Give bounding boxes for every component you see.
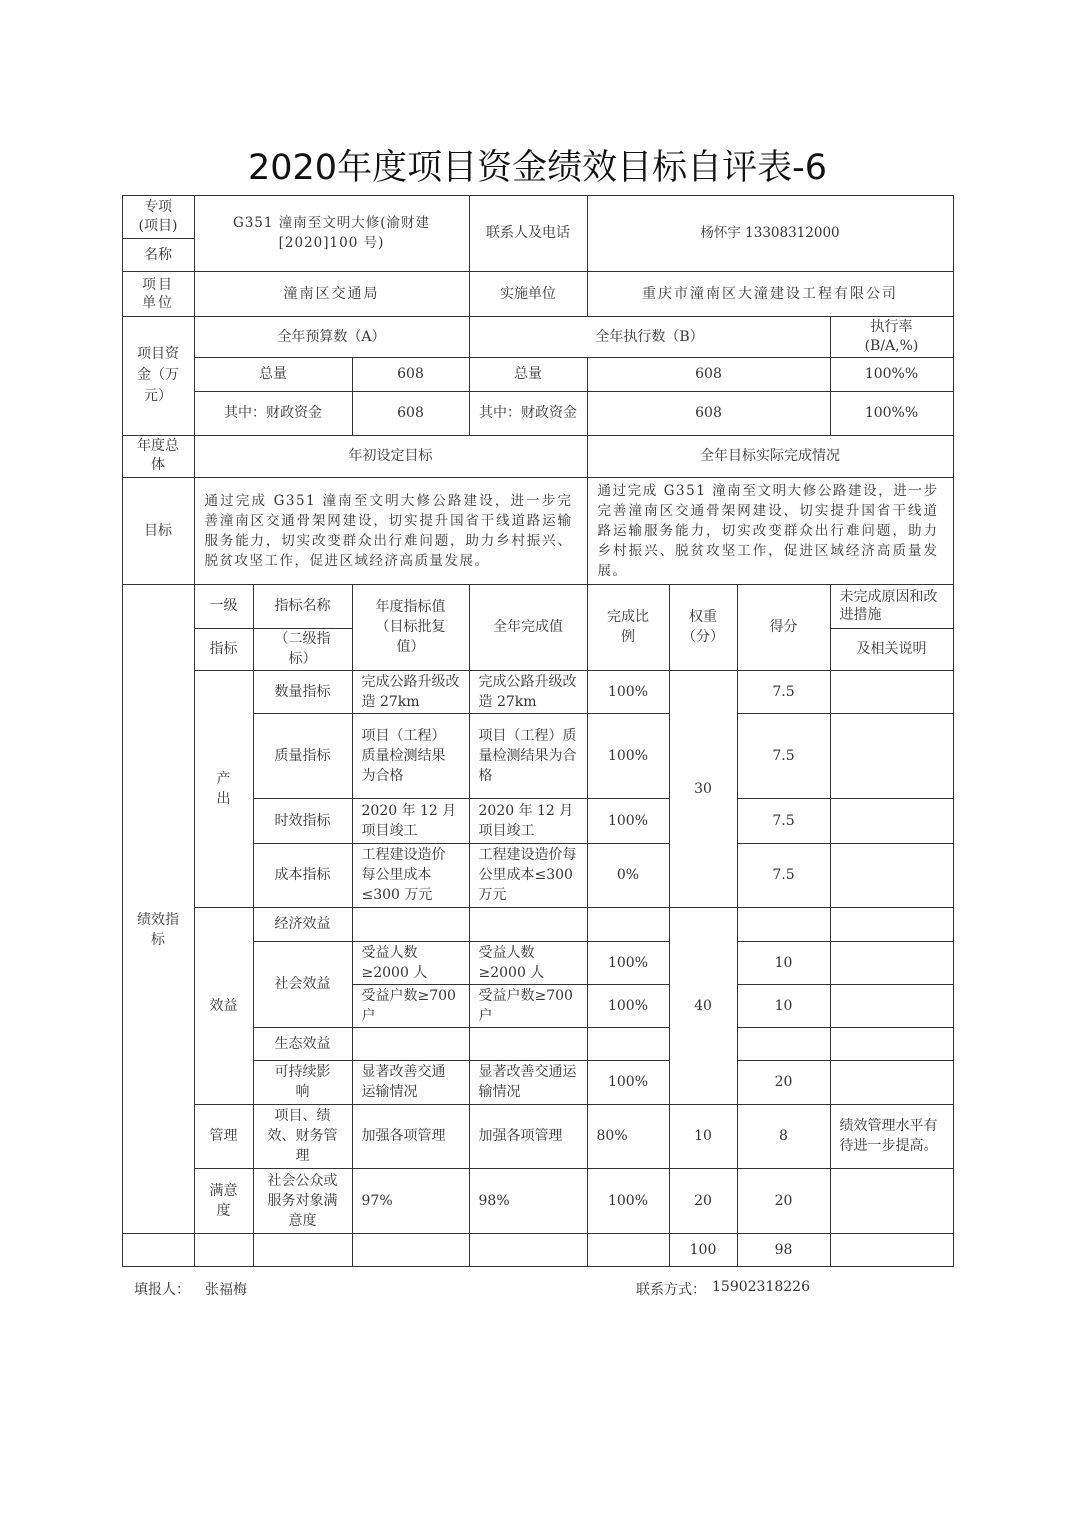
indicators-section-label: 绩效指标 (122, 584, 195, 1267)
project-name-value: G351 潼南至文明大修(渝财建[2020]100 号) (194, 195, 470, 272)
indicator-reason (830, 907, 954, 942)
indicator-done: 受益人数≥2000 人 (469, 941, 588, 985)
indicator-score: 7.5 (737, 843, 831, 908)
header-annual-target: 年度指标值（目标批复值） (352, 584, 470, 671)
header-annual-done: 全年完成值 (469, 584, 588, 671)
funds-total-rate: 100%% (830, 357, 954, 392)
indicator-reason (830, 798, 954, 844)
indicator-score: 20 (737, 1168, 831, 1234)
indicator-target: 项目（工程）质量检测结果为合格 (352, 713, 470, 799)
indicator-done: 加强各项管理 (469, 1104, 588, 1169)
indicator-score (737, 1027, 831, 1061)
footer-contact-value: 15902318226 (712, 1279, 810, 1295)
indicator-name: 时效指标 (253, 798, 353, 844)
header-level1-bottom: 指标 (194, 628, 254, 671)
indicator-ratio: 100% (587, 713, 670, 799)
indicator-target: 显著改善交通运输情况 (352, 1060, 470, 1105)
total-empty-3 (253, 1233, 353, 1267)
indicator-target: 2020 年 12 月项目竣工 (352, 798, 470, 844)
project-unit-value: 潼南区交通局 (194, 271, 470, 317)
indicator-done: 项目（工程）质量检测结果为合格 (469, 713, 588, 799)
indicator-name: 数量指标 (253, 670, 353, 714)
indicator-ratio: 100% (587, 1060, 670, 1105)
filler-label: 填报人： (134, 1282, 190, 1298)
indicator-target: 完成公路升级改造 27km (352, 670, 470, 714)
indicator-score: 20 (737, 1060, 831, 1105)
indicator-name: 社会效益 (253, 941, 353, 1028)
indicator-name: 项目、绩效、财务管理 (253, 1104, 353, 1169)
project-name-label-top: 专项 (项目) (122, 195, 195, 239)
indicator-target (352, 907, 470, 942)
indicator-done: 受益户数≥700 户 (469, 984, 588, 1028)
rate-header: 执行率(B/A,%) (830, 316, 954, 358)
funds-fiscal-rate: 100%% (830, 391, 954, 436)
indicator-ratio (587, 1027, 670, 1061)
indicator-reason: 绩效管理水平有待进一步提高。 (830, 1104, 954, 1169)
total-empty-7 (830, 1233, 954, 1267)
filler-name: 张福梅 (205, 1282, 247, 1298)
indicator-reason (830, 843, 954, 908)
indicator-name: 生态效益 (253, 1027, 353, 1061)
indicator-name: 成本指标 (253, 843, 353, 908)
exec-header: 全年执行数（B） (469, 316, 831, 358)
header-reason-top: 未完成原因和改进措施 (830, 584, 954, 629)
goals-label: 目标 (122, 477, 195, 585)
indicator-reason (830, 984, 954, 1028)
actual-goal-text: 通过完成 G351 潼南至文明大修公路建设，进一步完善潼南区交通骨架网建设，切实提升国省干线道路运输服务能力，切实改变群众出行难问题，助力乡村振兴、脱贫攻坚工作，促进区域经济高质量发展。 (587, 477, 954, 585)
indicator-reason (830, 1060, 954, 1105)
indicator-done (469, 907, 588, 942)
indicator-score: 8 (737, 1104, 831, 1169)
header-ratio: 完成比例 (587, 584, 670, 671)
indicator-done (469, 1027, 588, 1061)
total-empty-1 (122, 1233, 195, 1267)
budget-header: 全年预算数（A） (194, 316, 470, 358)
contact-value: 杨怀宇 13308312000 (587, 195, 954, 272)
indicator-done: 2020 年 12 月项目竣工 (469, 798, 588, 844)
indicator-done: 工程建设造价每公里成本≤300 万元 (469, 843, 588, 908)
initial-goal-header: 年初设定目标 (194, 435, 588, 478)
total-empty-6 (587, 1233, 670, 1267)
indicator-done: 显著改善交通运输情况 (469, 1060, 588, 1105)
indicator-target: 受益户数≥700 户 (352, 984, 470, 1028)
header-score: 得分 (737, 584, 831, 671)
funds-label: 项目资金（万元） (122, 316, 195, 436)
group-benefit-weight: 40 (669, 907, 738, 1105)
total-empty-2 (194, 1233, 254, 1267)
funds-fiscal-label-b: 其中：财政资金 (469, 391, 588, 436)
indicator-reason (830, 941, 954, 985)
indicator-score: 7.5 (737, 713, 831, 799)
group-output-weight: 30 (669, 670, 738, 908)
funds-fiscal-label-a: 其中：财政资金 (194, 391, 353, 436)
actual-goal-header: 全年目标实际完成情况 (587, 435, 954, 478)
indicator-score: 7.5 (737, 798, 831, 844)
group-benefit-label: 效益 (194, 907, 254, 1105)
funds-total-value-b: 608 (587, 357, 831, 392)
group-management-weight: 10 (669, 1104, 738, 1169)
funds-total-value-a: 608 (352, 357, 470, 392)
contact-label: 联系人及电话 (469, 195, 588, 272)
footer-contact-label: 联系方式： (636, 1282, 706, 1298)
header-reason-bottom: 及相关说明 (830, 628, 954, 671)
indicator-name: 质量指标 (253, 713, 353, 799)
total-empty-5 (469, 1233, 588, 1267)
initial-goal-text: 通过完成 G351 潼南至文明大修公路建设，进一步完善潼南区交通骨架网建设，切实提升国省干线道路运输服务能力，切实改变群众出行难问题，助力乡村振兴、脱贫攻坚工作，促进区域经济高质量发展。 (194, 477, 588, 585)
indicator-ratio: 100% (587, 1168, 670, 1234)
indicator-name: 可持续影响 (253, 1060, 353, 1105)
group-management-label: 管理 (194, 1104, 254, 1169)
indicator-reason (830, 713, 954, 799)
project-unit-label: 项目单位 (122, 271, 195, 317)
funds-total-label-a: 总量 (194, 357, 353, 392)
indicator-target: 加强各项管理 (352, 1104, 470, 1169)
indicator-score: 10 (737, 984, 831, 1028)
funds-total-label-b: 总量 (469, 357, 588, 392)
group-output-label: 产出 (194, 670, 254, 908)
indicator-done: 98% (469, 1168, 588, 1234)
goals-label-header: 年度总体 (122, 435, 195, 478)
indicator-target: 受益人数≥2000 人 (352, 941, 470, 985)
indicator-ratio: 100% (587, 670, 670, 714)
indicator-target (352, 1027, 470, 1061)
indicator-ratio: 100% (587, 984, 670, 1028)
indicator-target: 工程建设造价每公里成本≤300 万元 (352, 843, 470, 908)
indicator-reason (830, 670, 954, 714)
funds-fiscal-value-b: 608 (587, 391, 831, 436)
indicator-reason (830, 1027, 954, 1061)
group-satisfaction-weight: 20 (669, 1168, 738, 1234)
indicator-ratio (587, 907, 670, 942)
indicator-score (737, 907, 831, 942)
indicator-target: 97% (352, 1168, 470, 1234)
indicator-ratio: 100% (587, 941, 670, 985)
indicator-score: 7.5 (737, 670, 831, 714)
header-name-top: 指标名称 (253, 584, 353, 629)
indicator-ratio: 80% (587, 1104, 670, 1169)
impl-unit-label: 实施单位 (469, 271, 588, 317)
impl-unit-value: 重庆市潼南区大潼建设工程有限公司 (587, 271, 954, 317)
indicator-name: 经济效益 (253, 907, 353, 942)
indicator-name: 社会公众或服务对象满意度 (253, 1168, 353, 1234)
indicator-ratio: 0% (587, 843, 670, 908)
total-score: 98 (737, 1233, 831, 1267)
group-satisfaction-label: 满意度 (194, 1168, 254, 1234)
project-name-label-bottom: 名称 (122, 238, 195, 272)
page-title: 2020年度项目资金绩效目标自评表-6 (248, 148, 827, 188)
header-level1-top: 一级 (194, 584, 254, 629)
indicator-done: 完成公路升级改造 27km (469, 670, 588, 714)
funds-fiscal-value-a: 608 (352, 391, 470, 436)
indicator-score: 10 (737, 941, 831, 985)
total-empty-4 (352, 1233, 470, 1267)
header-name-bottom: （二级指标） (253, 628, 353, 671)
header-weight: 权重（分） (669, 584, 738, 671)
indicator-ratio: 100% (587, 798, 670, 844)
total-weight: 100 (669, 1233, 738, 1267)
indicator-reason (830, 1168, 954, 1234)
